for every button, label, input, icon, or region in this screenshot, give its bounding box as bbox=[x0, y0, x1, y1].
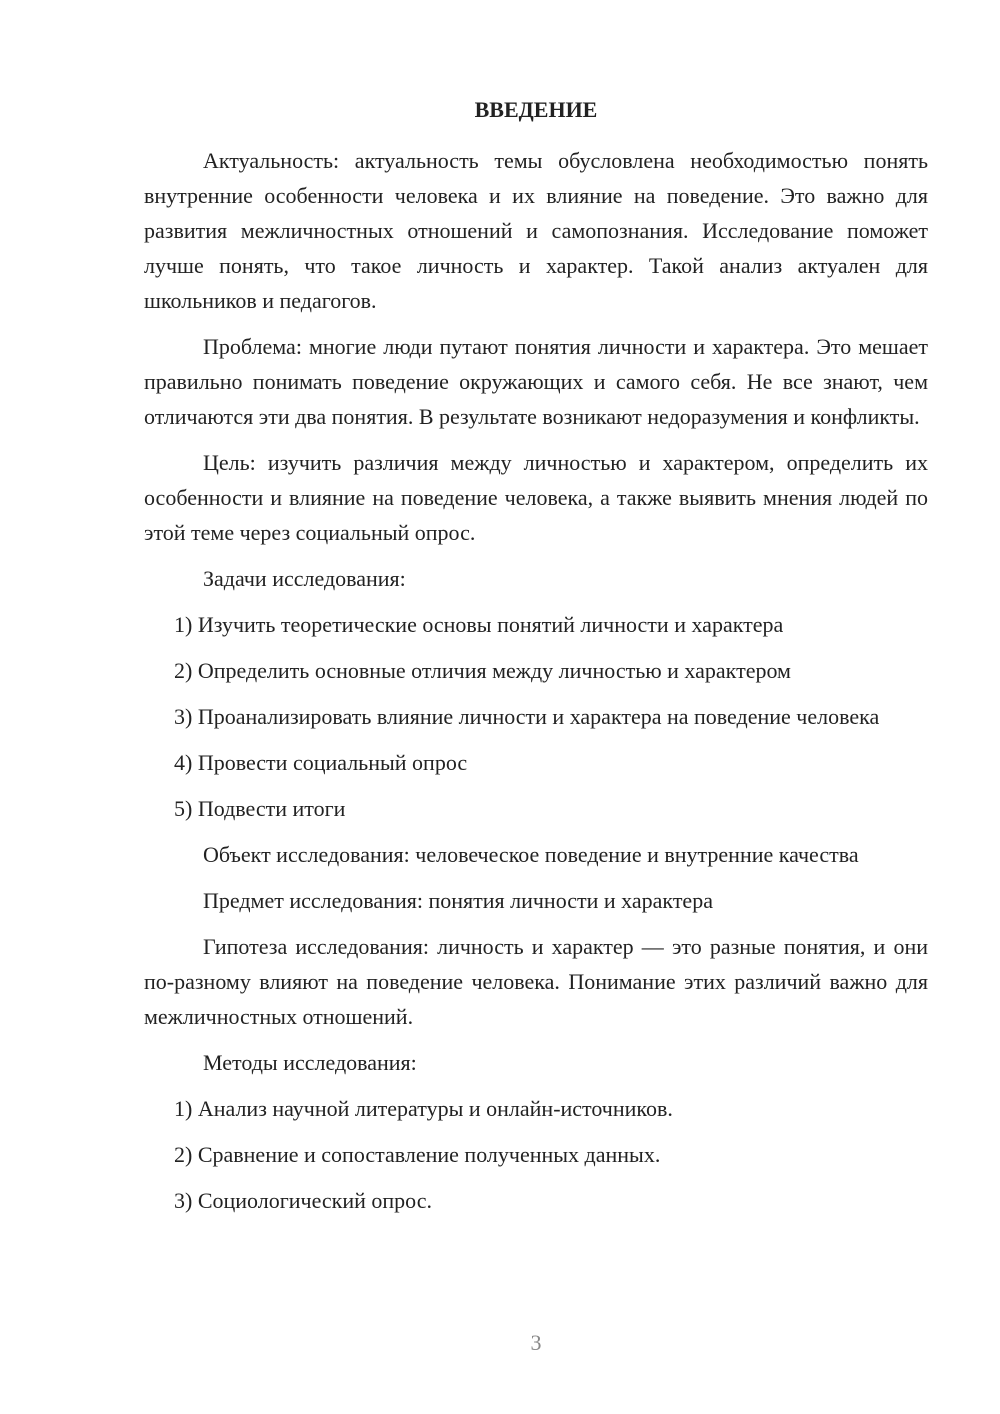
page-number: 3 bbox=[530, 1330, 542, 1355]
methods-heading: Методы исследования: bbox=[203, 1050, 417, 1075]
problem-paragraph: Проблема: многие люди путают понятия личности и характера. Это мешает правильно понимать поведение окружающих и самого себя. Не все знают, чем отличаются эти два понятия. В результате возникают недоразумения и конфликты. bbox=[144, 334, 928, 429]
method-item: 3) Социологический опрос. bbox=[174, 1188, 432, 1213]
method-item: 2) Сравнение и сопоставление полученных данных. bbox=[174, 1142, 661, 1167]
task-item: 4) Провести социальный опрос bbox=[174, 750, 468, 775]
goal-paragraph: Цель: изучить различия между личностью и характером, определить их особенности и влияние на поведение человека, а также выявить мнения людей по этой теме через социальный опрос. bbox=[144, 450, 928, 545]
task-item: 1) Изучить теоретические основы понятий личности и характера bbox=[174, 612, 784, 637]
task-item: 2) Определить основные отличия между личностью и характером bbox=[174, 658, 791, 683]
hypothesis-paragraph: Гипотеза исследования: личность и характер — это разные понятия, и они по-разному влияют на поведение человека. Понимание этих различий важно для межличностных отношений. bbox=[144, 934, 928, 1029]
task-item: 3) Проанализировать влияние личности и характера на поведение человека bbox=[174, 704, 880, 729]
tasks-heading: Задачи исследования: bbox=[203, 566, 406, 591]
section-title: ВВЕДЕНИЕ bbox=[474, 97, 598, 122]
relevance-paragraph: Актуальность: актуальность темы обусловлена необходимостью понять внутренние особенности человека и их влияние на поведение. Это важно для развития межличностных отношений и самопознания. Исследование поможет лучше понять, что такое личность и характер. Такой анализ актуален для школьников и педагогов. bbox=[144, 148, 928, 313]
document-page bbox=[144, 92, 928, 1229]
subject-paragraph: Предмет исследования: понятия личности и характера bbox=[203, 888, 713, 913]
task-item: 5) Подвести итоги bbox=[174, 796, 346, 821]
object-paragraph: Объект исследования: человеческое поведение и внутренние качества bbox=[203, 842, 859, 867]
method-item: 1) Анализ научной литературы и онлайн-источников. bbox=[174, 1096, 673, 1121]
